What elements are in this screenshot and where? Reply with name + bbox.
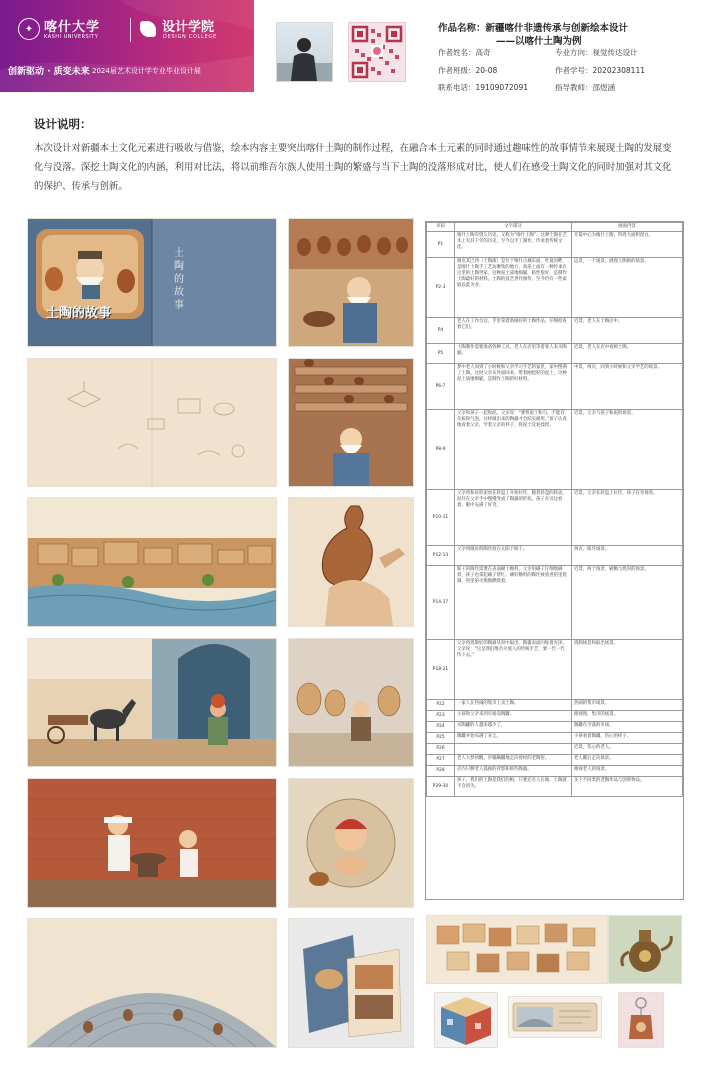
table-cell: 两页，晾坯场景。 [572,546,683,566]
college-logo-icon [140,21,156,37]
table-cell: P27 [427,755,455,766]
sketch-spread [27,358,277,487]
table-row [427,318,683,344]
table-cell: 近景，老人在土陶店中。 [572,318,683,344]
table-cell: P12-13 [427,546,455,566]
university-name-en: KASHI UNIVERSITY [44,34,99,40]
topdown-illustration [288,778,414,908]
table-cell: 梦中老人回到了小时候和父亲学习手艺的家里，家中摆满了土陶。这时父亲从外面回来，带着刚挖好的泥土，这种泥土质地细腻，是制作土陶的好材料。 [455,364,572,410]
table-cell: 父亲将烧制好的陶器从窑中取出，陶器表面闪烁着光泽。父亲说：“这是我们维吾尔族人的传统手艺，要一代一代传下去。” [455,640,572,700]
table-header: 页码 [427,223,455,232]
table-row [427,777,683,797]
table-cell: 俯视老人的场景。 [572,766,683,777]
kneading-spread [27,778,277,908]
donkey-spread [27,638,277,767]
table-row [427,258,683,318]
table-cell: 老人在工作台边，手里拿着新做好的土陶作品，仔细检查着它们。 [455,318,572,344]
cube-product [434,992,498,1048]
table-cell: 热闹的集市场景。 [572,700,683,711]
table-cell: P2-3 [427,258,455,318]
table-cell: 远景，一个场景，展现土陶街的场景。 [572,258,683,318]
table-row [427,744,683,755]
author-photo [276,22,333,82]
table-row [427,566,683,640]
keychain-product [618,992,664,1048]
table-cell: P4 [427,318,455,344]
table-cell: 开篇中心为喀什土陶，四周大面积留白。 [572,232,683,258]
table-cell [455,744,572,755]
table-cell: P6-7 [427,364,455,410]
description-heading: 设计说明： [34,117,92,131]
table-row [427,364,683,410]
table-cell: 近景，伤心的老人。 [572,744,683,755]
table-cell: 老人醒后走向场景。 [572,755,683,766]
qr-code-icon [348,22,406,82]
table-header: 画面内容 [572,223,683,232]
college-name-en: DESIGN COLLEGE [163,34,217,40]
phone-field: 联系电话：19109072091 [438,83,528,92]
table-cell: 陶罐开始布满了灰尘。 [455,733,572,744]
banner-wave-decoration [0,0,254,92]
class-field: 作者班级：20-08 [438,66,498,75]
table-cell: 父亲将和好的泥放在转盘上开始拉坯，随着转盘的转动，泥坯在父亲手中慢慢变成了陶器的形状。孩子在旁边看着，眼中充满了好奇。 [455,490,572,546]
book-mockup [288,918,414,1048]
table-row [427,733,683,744]
teapot-product [608,915,682,984]
illustration-p1 [288,218,414,347]
table-cell: 小孩看着陶罐，伤心的样子。 [572,733,683,744]
advisor-field: 指导教师：邵煜涵 [555,83,615,92]
table-cell: 近景，两个场景，刷釉与烧窑的场景。 [572,566,683,640]
table-cell: 土陶制作需要准备各种工具，老人在店里等着客人来买陶器。 [455,344,572,364]
town-spread [27,497,277,627]
table-cell: P5 [427,344,455,364]
header [0,0,708,92]
table-cell: 多个不同类的老陶作品与创新物品。 [572,777,683,797]
table-cell: 孩子，我们的土陶是我们的根，只要还有人在做，土陶就不会消失。 [455,777,572,797]
university-logo-icon: ✦ [18,18,40,40]
logo-divider [130,18,131,42]
table-row [427,700,683,711]
book-cover [27,218,277,347]
table-cell: P22 [427,700,455,711]
college-name: 设计学院 [162,20,215,35]
table-cell: 一家人在热闹的集市上卖土陶。 [455,700,572,711]
table-cell: P28 [427,766,455,777]
table-cell: P23 [427,711,455,722]
table-row [427,711,683,722]
cover-title: 土陶的故事 [46,306,112,321]
table-header: 文字部分 [455,223,572,232]
author-field: 作者姓名：高奇 [438,48,491,57]
table-row [427,344,683,364]
table-cell: 俯视图，集市的场景。 [572,711,683,722]
table-cell: 父亲和孩子一起和泥。父亲说：“要将泥土和匀，不能有杂质和气泡，这样做出来的陶器才会结实耐用。”孩子认真地看着父亲，学着父亲的样子，将泥土反复揉捏。 [455,410,572,490]
table-row [427,722,683,733]
slogan: 创新驱动 · 质变未来 [8,67,90,77]
table-cell: 陶罐在空荡的市场。 [572,722,683,733]
puzzle-product [426,915,608,984]
table-cell: 买陶罐的人越来越少了。 [455,722,572,733]
table-row [427,766,683,777]
table-cell: P1 [427,232,455,258]
student-id-field: 作者学号：20202308111 [555,66,645,75]
university-name: 喀什大学 [44,20,101,35]
ticket-product [508,996,602,1038]
table-cell: 老人大梦初醒，步履蹒跚地走向曾经的老陶窑。 [455,755,572,766]
table-cell: 近景，老人在店中看顾土陶。 [572,344,683,364]
table-cell: 中景，两页，回到小时候和父亲学艺的场景。 [572,364,683,410]
final-spread [27,918,277,1048]
table-cell: 喀什土陶有悠久历史。又称为“喀什土陶”，这种土陶在艺术上有其千年的历史，至今以手工制作，传承着传统文化。 [455,232,572,258]
table-cell: P18-21 [427,640,455,700]
table-row [427,755,683,766]
table-cell: P29-30 [427,777,455,797]
table-cell: P14-17 [427,566,455,640]
major-field: 专业方向：视觉传达设计 [555,48,638,57]
table-cell: P8-9 [427,410,455,490]
work-subtitle: ——以喀什土陶为例 [496,36,582,47]
description-text: 本次设计对新疆本土文化元素进行吸收与借鉴，绘本内容主要突出喀什土陶的制作过程，在融合本土元素的同时通过趣味性的故事情节来展现土陶的发展变化与没落。深挖土陶文化的内涵，利用对比法，将以前维吾尔族人使用土陶的繁盛与当下土陶的没落形成对比，使人们在感受土陶文化的同时加强对其文化的保护、传承与创新。 [34,143,672,192]
table-cell: P24 [427,722,455,733]
table-cell: 晾干的陶坯需要在表面刷上釉料，父亲用刷子仔细地刷着，孩子也拿起刷子帮忙。刷好釉料的陶坯被放进窑里烧制，窑里的火熊熊燃烧着。 [455,566,572,640]
table-header-row [427,223,683,232]
pottery-workshop-illustration [288,638,414,767]
slogan-sub: 2024届艺术设计学专业毕业设计展 [92,67,201,75]
table-row [427,640,683,700]
table-cell: P25 [427,733,455,744]
table-row [427,410,683,490]
table-cell: P10-11 [427,490,455,546]
work-title: 作品名称：新疆喀什非遗传承与创新绘本设计 [438,23,629,34]
back-cover-title: 土陶的故事 [174,248,184,311]
table-cell: P26 [427,744,455,755]
illustration-p4 [288,358,414,487]
table-row [427,546,683,566]
table-cell: 烧制场景和取出场景。 [572,640,683,700]
table-cell: 近景，父亲与孩子和泥的场景。 [572,410,683,490]
table-cell: 近景，父亲在转盘上拉坯，孩子在旁观看。 [572,490,683,546]
table-cell: 阔克其巴西（土陶街）是位于喀什古城东面、吐曼河畔，是喀什土陶手工艺坊聚集的地方，高崖上面有一种传承在这里的土陶世家。这种泥土质地细腻，粘性很好，是制作土陶最好的材料。土陶的技艺世代相传，至今仍有一些家庭以此为业。 [455,258,572,318]
table-cell: 小孩和父亲来到市场卖陶罐。 [455,711,572,722]
table-cell: 店内只剩老人孤独的背影和那些陶器。 [455,766,572,777]
storyboard-table [425,221,684,900]
banner [0,0,254,92]
table-row [427,490,683,546]
vase-illustration [288,497,414,627]
table-cell: 父亲将做好的陶坯放在太阳下晾干。 [455,546,572,566]
table-row [427,232,683,258]
